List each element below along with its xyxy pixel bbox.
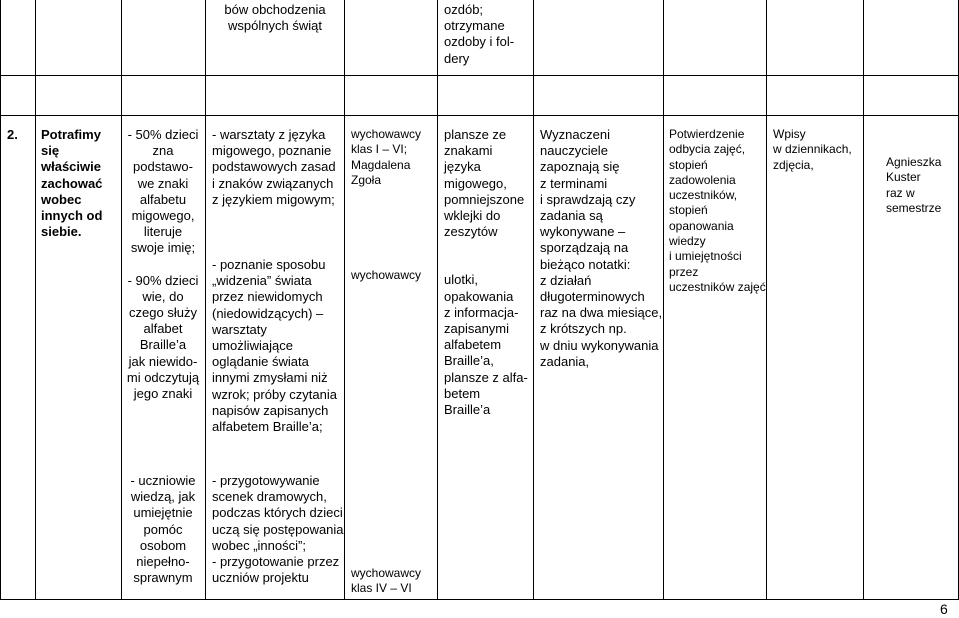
table-border <box>533 0 534 600</box>
materials-cell <box>444 127 533 418</box>
materials-text-1: plansze ze znakami języka migowego, pomniejszone wklejki do zeszytów <box>444 127 525 240</box>
table-border <box>205 0 206 600</box>
records-text: Wpisy w dziennikach, zdjęcia, <box>773 127 852 172</box>
top-row-materials-cell <box>444 2 534 67</box>
table-border <box>0 0 1 600</box>
coordinator-cell <box>886 155 958 216</box>
top-row-activity-text: bów obchodzenia wspólnych świąt <box>224 2 326 34</box>
responsible-text-2: wychowawcy <box>351 268 422 283</box>
goal-text: Potrafimy się właściwie zachować wobec innych od siebie. <box>41 127 103 240</box>
table-border <box>766 0 767 600</box>
bottom-responsible-text: wychowawcy klas IV – VI <box>351 566 422 596</box>
bottom-responsible-cell <box>351 566 437 597</box>
top-row-materials-text: ozdób; otrzymane ozdoby i fol- dery <box>444 2 515 66</box>
outcome-text-2: - 90% dzieci wie, do czego służy alfabet Braille’a jak niewido- mi odczytują jego znaki <box>126 272 200 402</box>
activity-text-1: - warsztaty z języka migowego, poznanie podstawowych zasad i znaków związanych z językiem migowym; <box>212 127 336 207</box>
coordinator-text: Agnieszka Kuster raz w semestrze <box>886 155 942 215</box>
activities-cell <box>212 127 344 435</box>
table-border <box>663 0 664 600</box>
row-number: 2. <box>7 127 18 142</box>
confirmation-cell <box>669 127 766 295</box>
confirmation-text: Potwierdzenie odbycia zajęć, stopień zadowolenia uczestników, stopień opanowania wiedzy i umiejętności przez uczestników zajęć <box>669 127 766 294</box>
top-row-activity-cell <box>206 2 344 34</box>
goal-cell <box>41 127 121 240</box>
responsible-cell <box>351 127 437 283</box>
bottom-outcome-cell <box>122 473 204 586</box>
bottom-outcome-text: - uczniowie wiedzą, jak umiejętnie pomóc osobom niepełno- sprawnym <box>130 473 196 586</box>
activity-text-2: - poznanie sposobu „widzenia” świata przez niewidomych (niedowidzących) – warsztaty umożliwiające oglądanie świata innymi zmysłami niż wzrok; próby czytania napisów zapisanych alfabetem Braille’a; <box>212 257 337 435</box>
table-border <box>0 75 959 76</box>
table-border <box>0 115 959 116</box>
table-border <box>35 0 36 600</box>
table-border <box>863 0 864 600</box>
table-border <box>0 599 959 600</box>
materials-text-2: ulotki, opakowania z informacja- zapisanymi alfabetem Braille’a, plansze z alfa- betem Braille’a <box>444 272 528 418</box>
outcomes-cell <box>122 127 204 402</box>
outcome-text-1: - 50% dzieci zna podstawo- we znaki alfabetu migowego, literuje swoje imię; <box>127 127 199 256</box>
table-border <box>437 0 438 600</box>
bottom-activity-cell <box>212 473 344 586</box>
table-border <box>344 0 345 600</box>
responsible-text-1: wychowawcy klas I – VI; Magdalena Zgoła <box>351 127 422 187</box>
records-cell <box>773 127 863 173</box>
page-number: 6 <box>940 601 948 617</box>
bottom-activity-text: - przygotowywanie scenek dramowych, podczas których dzieci uczą się postępowania wobec „inności”; - przygotowanie przez uczniów projektu <box>212 473 344 586</box>
evaluation-cell <box>540 127 663 370</box>
evaluation-text: Wyznaczeni nauczyciele zapoznają się z terminami i sprawdzają czy zadania są wykonywane – sporządzają na bieżąco notatki: z działań długoterminowych raz na dwa miesiące, z krótszych np. w dniu wykonywania zadania, <box>540 127 663 369</box>
